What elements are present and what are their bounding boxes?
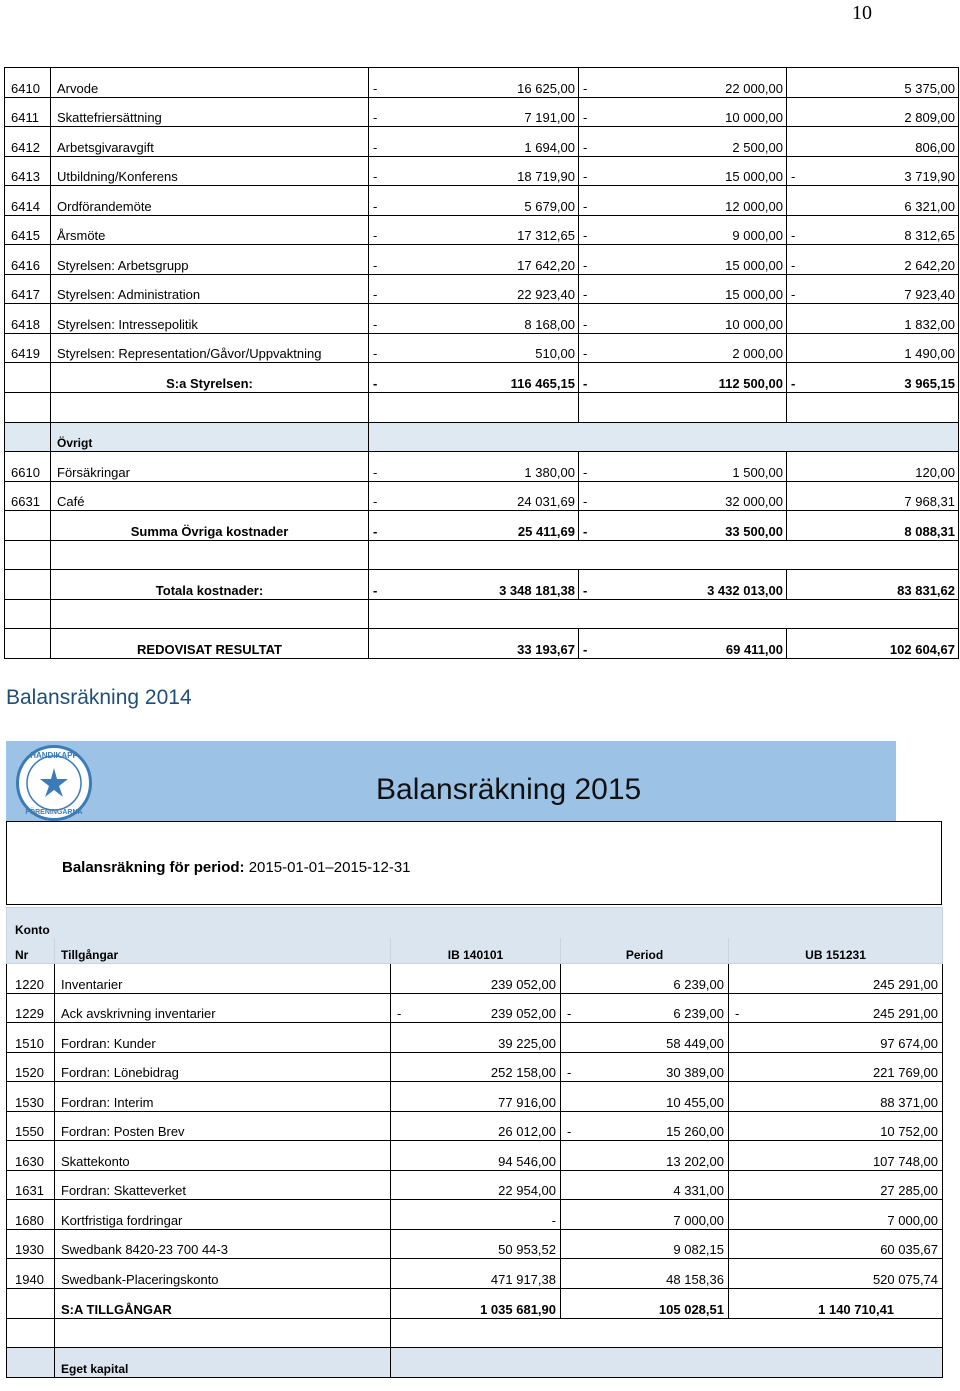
cell-value-2: 105 028,51 xyxy=(581,1289,729,1319)
cell-value-3: 520 075,74 xyxy=(749,1259,943,1289)
cell-value-1: 26 012,00 xyxy=(411,1111,561,1141)
blank-cell xyxy=(55,1318,391,1348)
table-row xyxy=(5,156,959,186)
cell-value-2: 58 449,00 xyxy=(581,1023,729,1053)
cell-account-code: 1520 xyxy=(7,1052,55,1082)
cell-value-2: 33 500,00 xyxy=(599,511,787,541)
blank-cell xyxy=(5,570,51,600)
cell-sign-1 xyxy=(391,1023,411,1053)
cell-value-1: 22 923,40 xyxy=(389,274,579,304)
blank-cell xyxy=(391,1348,943,1378)
blank-cell xyxy=(5,599,51,629)
results-table xyxy=(4,67,959,659)
header-nr: Nr xyxy=(7,938,55,964)
cell-sign-1 xyxy=(391,1259,411,1289)
table-row xyxy=(7,1082,943,1112)
sum-label: S:a Styrelsen: xyxy=(51,363,369,393)
cell-value-3: 107 748,00 xyxy=(749,1141,943,1171)
section-row xyxy=(7,1348,943,1378)
cell-account-name: Kortfristiga fordringar xyxy=(55,1200,391,1230)
cell-sign-3: - xyxy=(729,993,749,1023)
cell-sign-2: - xyxy=(579,127,599,157)
cell-value-3: 8 312,65 xyxy=(807,215,959,245)
cell-value-1: 39 225,00 xyxy=(411,1023,561,1053)
table-row xyxy=(5,481,959,511)
cell-value-2: 30 389,00 xyxy=(581,1052,729,1082)
table-row xyxy=(7,1259,943,1289)
cell-value-3: 3 719,90 xyxy=(807,156,959,186)
cell-value-3: 221 769,00 xyxy=(749,1052,943,1082)
cell-value-2: 7 000,00 xyxy=(581,1200,729,1230)
cell-sign-2: - xyxy=(579,215,599,245)
cell-value-1: 239 052,00 xyxy=(411,964,561,994)
cell-sign-2: - xyxy=(579,481,599,511)
cell-sign-2: - xyxy=(579,186,599,216)
table-row xyxy=(5,68,959,98)
header-ib: IB 140101 xyxy=(391,938,561,964)
cell-sign-2: - xyxy=(579,363,599,393)
sum-styrelsen-row xyxy=(5,363,959,393)
cell-value-2: 9 082,15 xyxy=(581,1229,729,1259)
cell-value-1: 22 954,00 xyxy=(411,1170,561,1200)
cell-account-name: Styrelsen: Representation/Gåvor/Uppvaktning xyxy=(51,333,369,363)
cell-account-code: 1229 xyxy=(7,993,55,1023)
cell-value-3: 1 140 710,41 xyxy=(749,1289,943,1319)
cell-sign-1 xyxy=(391,964,411,994)
cell-value-3: 2 809,00 xyxy=(807,97,959,127)
cell-value-2: 9 000,00 xyxy=(599,215,787,245)
cell-value-2: 15 000,00 xyxy=(599,274,787,304)
cell-value-1: 252 158,00 xyxy=(411,1052,561,1082)
sum-ovrigt-row xyxy=(5,511,959,541)
cell-account-name: Café xyxy=(51,481,369,511)
cell-account-name: Försäkringar xyxy=(51,452,369,482)
cell-value-3: 1 490,00 xyxy=(807,333,959,363)
cell-sign-3 xyxy=(787,481,807,511)
table-row xyxy=(5,245,959,275)
cell-sign-3 xyxy=(787,511,807,541)
blank-cell xyxy=(5,393,51,423)
cell-sign-3 xyxy=(729,1229,749,1259)
cell-account-name: Utbildning/Konferens xyxy=(51,156,369,186)
cell-account-name: Arbetsgivaravgift xyxy=(51,127,369,157)
cell-value-3: 245 291,00 xyxy=(749,993,943,1023)
cell-account-code: 6411 xyxy=(5,97,51,127)
cell-sign-2: - xyxy=(579,452,599,482)
table-row xyxy=(7,1111,943,1141)
cell-sign-3 xyxy=(787,570,807,600)
cell-sign-2: - xyxy=(579,570,599,600)
cell-value-1: 239 052,00 xyxy=(411,993,561,1023)
cell-value-2: 15 000,00 xyxy=(599,245,787,275)
banner-title: Balansräkning 2015 xyxy=(376,773,642,806)
cell-sign-3: - xyxy=(787,215,807,245)
cell-value-3: 806,00 xyxy=(807,127,959,157)
cell-value-2: 48 158,36 xyxy=(581,1259,729,1289)
cell-sign-1: - xyxy=(369,127,389,157)
cell-value-2: 12 000,00 xyxy=(599,186,787,216)
cell-account-name: Arvode xyxy=(51,68,369,98)
cell-value-3: 7 968,31 xyxy=(807,481,959,511)
cell-account-name: Skattefriersättning xyxy=(51,97,369,127)
cell-value-1: 5 679,00 xyxy=(389,186,579,216)
cell-value-2: 10 000,00 xyxy=(599,304,787,334)
cell-sign-1: - xyxy=(369,245,389,275)
cell-value-2: 6 239,00 xyxy=(581,993,729,1023)
cell-value-1: 17 312,65 xyxy=(389,215,579,245)
cell-value-3: 97 674,00 xyxy=(749,1023,943,1053)
handikappforeningarna-logo xyxy=(16,745,92,821)
cell-sign-3 xyxy=(729,1141,749,1171)
cell-value-2: 69 411,00 xyxy=(599,629,787,659)
cell-sign-3 xyxy=(787,127,807,157)
cell-value-3: 88 371,00 xyxy=(749,1082,943,1112)
blank-cell xyxy=(391,1318,943,1348)
cell-sign-2 xyxy=(561,1170,581,1200)
cell-value-2: 15 260,00 xyxy=(581,1111,729,1141)
table-row xyxy=(5,186,959,216)
cell-value-1: 17 642,20 xyxy=(389,245,579,275)
cell-sign-1: - xyxy=(369,304,389,334)
cell-account-code: 6419 xyxy=(5,333,51,363)
total-costs-row xyxy=(5,570,959,600)
blank-row xyxy=(5,393,959,423)
cell-sign-3: - xyxy=(787,274,807,304)
cell-account-code: 6415 xyxy=(5,215,51,245)
cell-sign-1 xyxy=(369,629,389,659)
cell-account-name: Inventarier xyxy=(55,964,391,994)
cell-value-1: 25 411,69 xyxy=(389,511,579,541)
cell-value-2: 32 000,00 xyxy=(599,481,787,511)
period-text xyxy=(62,859,411,876)
cell-value-3: 83 831,62 xyxy=(807,570,959,600)
blank-cell xyxy=(729,1289,749,1319)
svg-text:HANDIKAPP: HANDIKAPP xyxy=(30,751,78,760)
table-row xyxy=(5,127,959,157)
table-row xyxy=(7,964,943,994)
cell-account-code: 1550 xyxy=(7,1111,55,1141)
table-row xyxy=(5,452,959,482)
header-tillgangar: Tillgångar xyxy=(55,938,391,964)
cell-sign-3 xyxy=(729,1023,749,1053)
cell-sign-2: - xyxy=(579,97,599,127)
cell-sign-1: - xyxy=(369,363,389,393)
cell-account-name: Fordran: Lönebidrag xyxy=(55,1052,391,1082)
cell-value-3: 3 965,15 xyxy=(807,363,959,393)
cell-sign-1 xyxy=(391,1170,411,1200)
cell-value-2: 1 500,00 xyxy=(599,452,787,482)
blank-cell xyxy=(7,1348,55,1378)
table-row xyxy=(7,1200,943,1230)
cell-sign-2: - xyxy=(579,68,599,98)
svg-text:FÖRENINGARNA: FÖRENINGARNA xyxy=(25,809,83,816)
cell-sign-2: - xyxy=(561,993,581,1023)
blank-cell xyxy=(51,393,369,423)
cell-sign-1: - xyxy=(369,333,389,363)
cell-sign-3 xyxy=(787,68,807,98)
cell-sign-1: - xyxy=(391,993,411,1023)
table-row xyxy=(5,215,959,245)
cell-sign-1: - xyxy=(369,68,389,98)
cell-account-code: 1940 xyxy=(7,1259,55,1289)
cell-value-1: 1 380,00 xyxy=(389,452,579,482)
cell-account-name: Fordran: Interim xyxy=(55,1082,391,1112)
cell-account-code: 6414 xyxy=(5,186,51,216)
blank-row xyxy=(7,1318,943,1348)
cell-value-2: 10 000,00 xyxy=(599,97,787,127)
cell-account-code: 6410 xyxy=(5,68,51,98)
cell-sign-3 xyxy=(729,1052,749,1082)
cell-value-2: 4 331,00 xyxy=(581,1170,729,1200)
cell-value-1: 3 348 181,38 xyxy=(389,570,579,600)
cell-account-code: 1630 xyxy=(7,1141,55,1171)
cell-account-code: 6413 xyxy=(5,156,51,186)
cell-sign-2: - xyxy=(579,304,599,334)
cell-account-name: Fordran: Skatteverket xyxy=(55,1170,391,1200)
cell-account-code: 6610 xyxy=(5,452,51,482)
cell-value-1: 18 719,90 xyxy=(389,156,579,186)
cell-value-3: 7 000,00 xyxy=(749,1200,943,1230)
balance-header-row-1 xyxy=(7,908,943,939)
cell-value-3: 1 832,00 xyxy=(807,304,959,334)
cell-sign-2 xyxy=(561,1229,581,1259)
cell-value-1: 7 191,00 xyxy=(389,97,579,127)
cell-account-code: 1680 xyxy=(7,1200,55,1230)
cell-sign-1: - xyxy=(369,274,389,304)
cell-sign-2: - xyxy=(561,1111,581,1141)
cell-account-code: 6412 xyxy=(5,127,51,157)
cell-sign-2: - xyxy=(579,245,599,275)
cell-value-3: 120,00 xyxy=(807,452,959,482)
cell-sign-1: - xyxy=(369,570,389,600)
cell-value-1: 94 546,00 xyxy=(411,1141,561,1171)
blank-cell xyxy=(7,1318,55,1348)
table-row xyxy=(5,97,959,127)
blank-cell xyxy=(5,422,51,452)
balance-table xyxy=(6,907,943,1378)
cell-account-name: Styrelsen: Intressepolitik xyxy=(51,304,369,334)
sum-label: Totala kostnader: xyxy=(51,570,369,600)
sum-tillgangar-row xyxy=(7,1289,943,1319)
header-ub: UB 151231 xyxy=(729,938,943,964)
cell-value-2: 13 202,00 xyxy=(581,1141,729,1171)
cell-value-2: 2 500,00 xyxy=(599,127,787,157)
table-row xyxy=(5,333,959,363)
cell-value-2: 112 500,00 xyxy=(599,363,787,393)
balance-header-row-2 xyxy=(7,938,943,964)
cell-value-2: 2 000,00 xyxy=(599,333,787,363)
cell-account-name: Swedbank 8420-23 700 44-3 xyxy=(55,1229,391,1259)
cell-account-code: 1220 xyxy=(7,964,55,994)
cell-sign-3 xyxy=(787,333,807,363)
blank-cell xyxy=(369,393,579,423)
cell-account-code: 6418 xyxy=(5,304,51,334)
table-row xyxy=(7,1229,943,1259)
table-row xyxy=(5,274,959,304)
cell-sign-3 xyxy=(729,1200,749,1230)
cell-sign-1: - xyxy=(369,186,389,216)
header-period: Period xyxy=(561,938,729,964)
cell-value-1: 24 031,69 xyxy=(389,481,579,511)
cell-account-code: 6417 xyxy=(5,274,51,304)
heading-balansrakning-2014: Balansräkning 2014 xyxy=(6,686,192,709)
cell-account-name: Styrelsen: Arbetsgrupp xyxy=(51,245,369,275)
cell-sign-3 xyxy=(787,186,807,216)
cell-value-1: 50 953,52 xyxy=(411,1229,561,1259)
cell-sign-2: - xyxy=(579,156,599,186)
cell-value-1: - xyxy=(411,1200,561,1230)
cell-value-3: 7 923,40 xyxy=(807,274,959,304)
cell-sign-2 xyxy=(561,1141,581,1171)
cell-sign-1: - xyxy=(369,215,389,245)
cell-sign-3: - xyxy=(787,363,807,393)
cell-sign-3 xyxy=(729,1259,749,1289)
cell-account-name: Årsmöte xyxy=(51,215,369,245)
cell-sign-2 xyxy=(561,964,581,994)
section-eget-kapital-label: Eget kapital xyxy=(55,1348,391,1378)
cell-value-3: 8 088,31 xyxy=(807,511,959,541)
table-row xyxy=(7,1052,943,1082)
cell-sign-1 xyxy=(391,1229,411,1259)
blank-cell xyxy=(369,540,959,570)
cell-sign-1 xyxy=(391,1082,411,1112)
cell-account-name: Skattekonto xyxy=(55,1141,391,1171)
cell-sign-1: - xyxy=(369,481,389,511)
cell-account-name: Ack avskrivning inventarier xyxy=(55,993,391,1023)
blank-cell xyxy=(369,599,959,629)
cell-sign-1 xyxy=(391,1200,411,1230)
cell-value-1: 16 625,00 xyxy=(389,68,579,98)
sum-label: Summa Övriga kostnader xyxy=(51,511,369,541)
cell-value-1: 471 917,38 xyxy=(411,1259,561,1289)
cell-value-2: 10 455,00 xyxy=(581,1082,729,1112)
section-row xyxy=(5,422,959,452)
period-value: 2015-01-01–2015-12-31 xyxy=(248,859,411,876)
cell-sign-2: - xyxy=(579,274,599,304)
cell-sign-3 xyxy=(787,304,807,334)
cell-value-2: 22 000,00 xyxy=(599,68,787,98)
cell-sign-2 xyxy=(561,1082,581,1112)
cell-sign-2 xyxy=(561,1259,581,1289)
cell-value-1: 8 168,00 xyxy=(389,304,579,334)
blank-cell xyxy=(51,540,369,570)
cell-account-name: Ordförandemöte xyxy=(51,186,369,216)
table-row xyxy=(7,993,943,1023)
cell-account-code: 1510 xyxy=(7,1023,55,1053)
cell-value-2: 3 432 013,00 xyxy=(599,570,787,600)
cell-sign-1: - xyxy=(369,511,389,541)
cell-sign-1: - xyxy=(369,156,389,186)
page-number: 10 xyxy=(852,2,872,24)
blank-cell xyxy=(787,393,959,423)
cell-sign-3 xyxy=(729,1170,749,1200)
cell-sign-1 xyxy=(391,1111,411,1141)
cell-account-code: 1631 xyxy=(7,1170,55,1200)
cell-account-name: Swedbank-Placeringskonto xyxy=(55,1259,391,1289)
cell-sign-2: - xyxy=(579,511,599,541)
cell-sign-1: - xyxy=(369,452,389,482)
cell-value-3: 2 642,20 xyxy=(807,245,959,275)
cell-sign-1 xyxy=(391,1052,411,1082)
cell-sign-2 xyxy=(561,1200,581,1230)
sum-label: REDOVISAT RESULTAT xyxy=(51,629,369,659)
cell-account-code: 6631 xyxy=(5,481,51,511)
result-row xyxy=(5,629,959,659)
table-row xyxy=(7,1170,943,1200)
table-row xyxy=(7,1141,943,1171)
cell-value-1: 77 916,00 xyxy=(411,1082,561,1112)
blank-cell xyxy=(5,363,51,393)
blank-cell xyxy=(7,1289,55,1319)
cell-account-code: 1930 xyxy=(7,1229,55,1259)
cell-sign-2 xyxy=(561,1023,581,1053)
cell-sign-3 xyxy=(787,629,807,659)
cell-value-2: 15 000,00 xyxy=(599,156,787,186)
blank-row xyxy=(5,599,959,629)
banner xyxy=(6,741,896,821)
cell-sign-3 xyxy=(729,1111,749,1141)
cell-sign-1 xyxy=(391,1141,411,1171)
cell-sign-3 xyxy=(787,97,807,127)
cell-sign-3: - xyxy=(787,156,807,186)
blank-cell xyxy=(369,422,959,452)
cell-value-3: 10 752,00 xyxy=(749,1111,943,1141)
cell-sign-3 xyxy=(729,964,749,994)
sum-label: S:A TILLGÅNGAR xyxy=(55,1289,391,1319)
cell-sign-3: - xyxy=(787,245,807,275)
cell-value-3: 6 321,00 xyxy=(807,186,959,216)
blank-row xyxy=(5,540,959,570)
section-ovrigt-label: Övrigt xyxy=(51,422,369,452)
blank-cell xyxy=(5,540,51,570)
cell-value-1: 1 035 681,90 xyxy=(411,1289,561,1319)
cell-sign-2: - xyxy=(579,333,599,363)
cell-value-3: 102 604,67 xyxy=(807,629,959,659)
cell-account-name: Styrelsen: Administration xyxy=(51,274,369,304)
cell-account-name: Fordran: Posten Brev xyxy=(55,1111,391,1141)
cell-value-3: 245 291,00 xyxy=(749,964,943,994)
cell-account-name: Fordran: Kunder xyxy=(55,1023,391,1053)
cell-sign-1: - xyxy=(369,97,389,127)
cell-value-2: 6 239,00 xyxy=(581,964,729,994)
cell-value-1: 1 694,00 xyxy=(389,127,579,157)
cell-value-3: 27 285,00 xyxy=(749,1170,943,1200)
blank-cell xyxy=(391,1289,411,1319)
blank-cell xyxy=(579,393,787,423)
table-row xyxy=(7,1023,943,1053)
cell-value-1: 33 193,67 xyxy=(389,629,579,659)
cell-account-code: 1530 xyxy=(7,1082,55,1112)
cell-sign-2: - xyxy=(561,1052,581,1082)
period-label: Balansräkning för period: xyxy=(62,859,245,876)
cell-value-1: 116 465,15 xyxy=(389,363,579,393)
blank-cell xyxy=(5,629,51,659)
cell-sign-3 xyxy=(729,1082,749,1112)
header-konto: Konto xyxy=(7,908,943,939)
cell-sign-2: - xyxy=(579,629,599,659)
cell-value-3: 5 375,00 xyxy=(807,68,959,98)
blank-cell xyxy=(5,511,51,541)
period-box xyxy=(6,821,942,905)
blank-cell xyxy=(561,1289,581,1319)
cell-value-3: 60 035,67 xyxy=(749,1229,943,1259)
blank-cell xyxy=(51,599,369,629)
cell-account-code: 6416 xyxy=(5,245,51,275)
table-row xyxy=(5,304,959,334)
cell-sign-3 xyxy=(787,452,807,482)
cell-value-1: 510,00 xyxy=(389,333,579,363)
